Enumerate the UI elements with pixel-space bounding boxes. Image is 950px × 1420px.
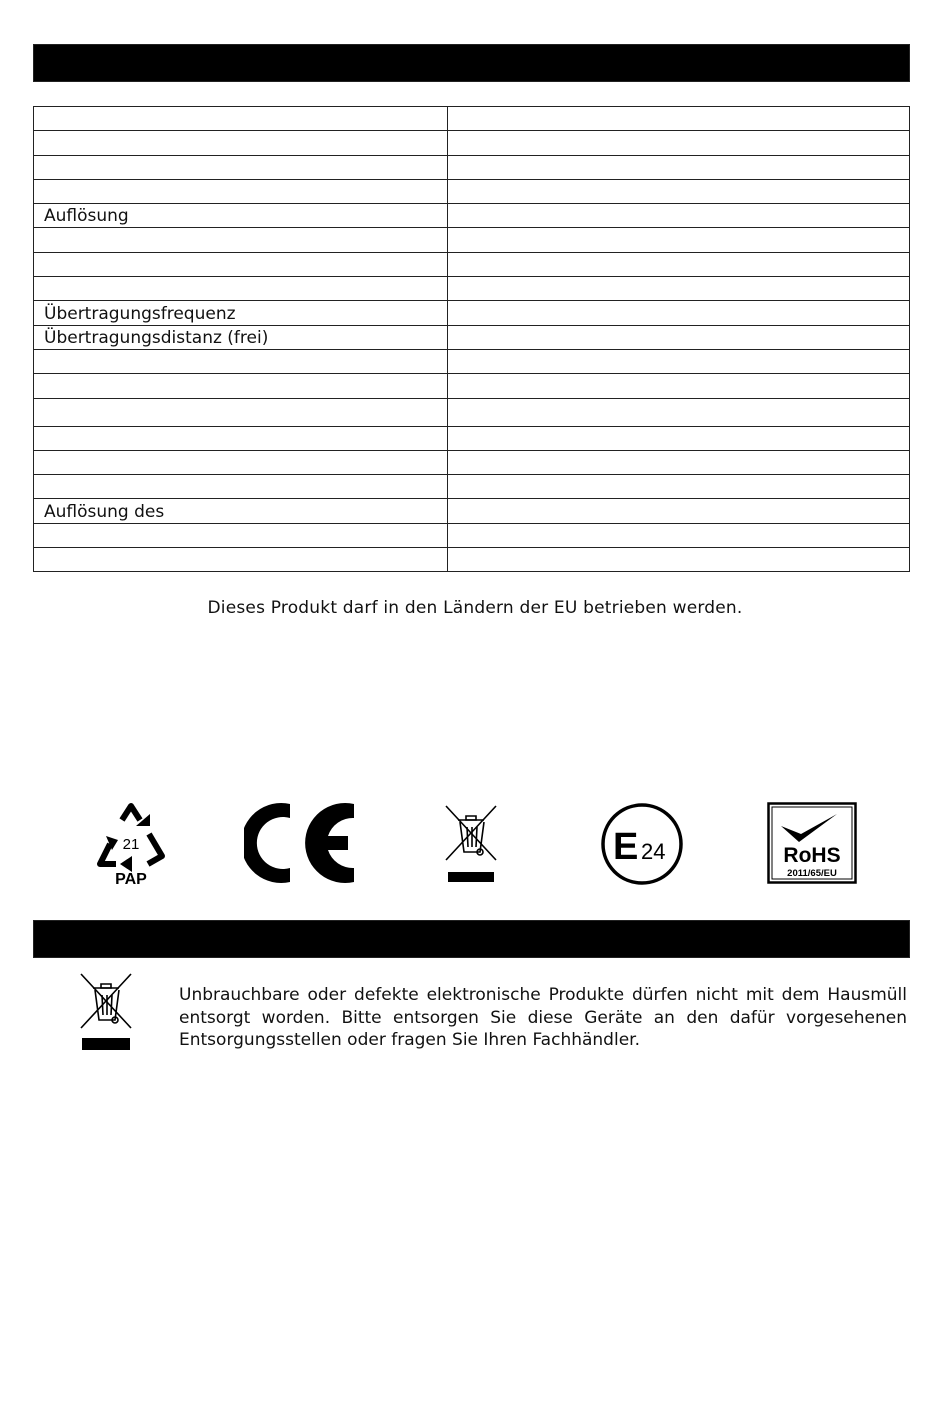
spec-value-cell — [448, 155, 910, 179]
spec-value-cell — [448, 277, 910, 301]
spec-value-cell — [448, 325, 910, 349]
table-row — [34, 426, 910, 450]
table-row — [34, 131, 910, 155]
table-row — [34, 374, 910, 398]
spec-value-cell — [448, 475, 910, 499]
table-row — [34, 204, 910, 228]
spec-value-cell — [448, 499, 910, 523]
spec-value-cell — [448, 204, 910, 228]
spec-label-cell: Übertragungsfrequenz — [34, 301, 448, 325]
spec-table — [33, 106, 910, 572]
e-mark-letter: E — [613, 826, 639, 868]
table-row — [34, 155, 910, 179]
spec-label-cell — [34, 548, 448, 572]
spec-value-cell — [448, 107, 910, 131]
spec-value-cell — [448, 179, 910, 203]
spec-value-cell — [448, 252, 910, 276]
table-row — [34, 252, 910, 276]
spec-label-cell — [34, 179, 448, 203]
spec-value-cell — [448, 450, 910, 474]
table-row — [34, 277, 910, 301]
spec-label-cell — [34, 374, 448, 398]
spec-label-cell — [34, 228, 448, 252]
spec-label-cell — [34, 131, 448, 155]
table-row — [34, 475, 910, 499]
table-row — [34, 107, 910, 131]
table-row — [34, 349, 910, 373]
spec-label-cell — [34, 155, 448, 179]
pap-label: PAP — [115, 871, 147, 886]
rohs-title: RoHS — [783, 844, 841, 867]
table-row — [34, 325, 910, 349]
spec-value-cell — [448, 349, 910, 373]
spec-value-cell — [448, 426, 910, 450]
table-row — [34, 450, 910, 474]
recycling-pap-icon — [92, 800, 170, 886]
spec-label-cell — [34, 450, 448, 474]
spec-value-cell — [448, 228, 910, 252]
spec-label-cell — [34, 107, 448, 131]
spec-label-cell — [34, 277, 448, 301]
table-row — [34, 523, 910, 547]
spec-label-cell — [34, 475, 448, 499]
pap-number: 21 — [122, 836, 140, 853]
spec-label-cell — [34, 426, 448, 450]
table-row — [34, 179, 910, 203]
e-mark-icon — [600, 802, 684, 886]
crossed-out-bin-icon — [78, 972, 134, 1052]
rohs-subtitle: 2011/65/EU — [787, 868, 837, 879]
table-row — [34, 398, 910, 426]
disposal-instructions: Unbrauchbare oder defekte elektronische Produkte dürfen nicht mit dem Hausmüll entsorgt worden. Bitte entsorgen Sie diese Geräte an den dafür vorgesehenen Entsorgungsstellen oder fragen Sie Ihren Fachhändler. — [179, 985, 907, 1050]
section-header-bar-technical-data — [33, 44, 910, 82]
spec-label-cell — [34, 398, 448, 426]
table-row — [34, 499, 910, 523]
rohs-icon — [767, 802, 857, 884]
spec-label-cell — [34, 252, 448, 276]
spec-label-cell: Auflösung — [34, 204, 448, 228]
spec-label-cell — [34, 523, 448, 547]
spec-label-cell: Auflösung des — [34, 499, 448, 523]
e-mark-number: 24 — [641, 839, 666, 864]
ce-mark-icon — [244, 802, 356, 884]
spec-value-cell — [448, 374, 910, 398]
crossed-out-bin-icon — [442, 802, 500, 884]
spec-label-cell: Übertragungsdistanz (frei) — [34, 325, 448, 349]
spec-label-cell — [34, 349, 448, 373]
section-header-bar-disposal — [33, 920, 910, 958]
spec-value-cell — [448, 301, 910, 325]
spec-value-cell — [448, 548, 910, 572]
table-row — [34, 548, 910, 572]
spec-value-cell — [448, 523, 910, 547]
spec-value-cell — [448, 398, 910, 426]
table-row — [34, 228, 910, 252]
eu-operation-note: Dieses Produkt darf in den Ländern der EU betrieben werden. — [207, 598, 743, 618]
spec-value-cell — [448, 131, 910, 155]
table-row — [34, 301, 910, 325]
